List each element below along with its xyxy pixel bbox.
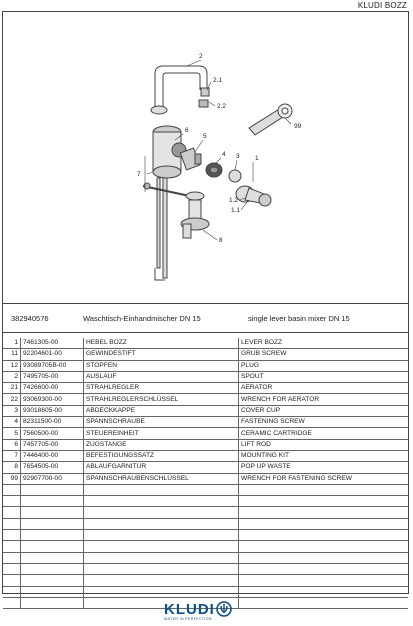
cell-art: 7654505-00	[21, 462, 84, 473]
article-info-row	[3, 303, 408, 333]
table-row	[3, 417, 408, 428]
cell-en: WRENCH FOR AERATOR	[239, 394, 409, 405]
cell-art: 7426600-00	[21, 383, 84, 394]
cell-en: LEVER BOZZ	[239, 338, 409, 349]
water-drop-logo-icon	[216, 601, 232, 617]
empty-cell	[84, 507, 239, 518]
cell-pos: 3	[3, 405, 21, 416]
empty-cell	[21, 563, 84, 574]
cell-art: 93018605-00	[21, 405, 84, 416]
callout-3: 3	[236, 153, 240, 160]
table-row	[3, 428, 408, 439]
cell-de: STEUEREINHEIT	[84, 428, 239, 439]
cell-en: GRUB SCREW	[239, 349, 409, 360]
empty-cell	[21, 597, 84, 608]
cell-de: ZUGSTANGE	[84, 439, 239, 450]
empty-cell	[84, 586, 239, 597]
empty-table-row	[3, 586, 408, 597]
lever-part	[236, 186, 271, 206]
empty-cell	[239, 530, 409, 541]
callout-5: 5	[203, 133, 207, 140]
empty-table-row	[3, 552, 408, 563]
empty-table-row	[3, 518, 408, 529]
cell-en: AERATOR	[239, 383, 409, 394]
cell-de: AUSLAUF	[84, 371, 239, 382]
empty-cell	[84, 563, 239, 574]
empty-cell	[239, 575, 409, 586]
cover-cup-part	[229, 170, 241, 182]
cell-pos: 22	[3, 394, 21, 405]
empty-cell	[3, 575, 21, 586]
cell-art: 92907700-00	[21, 473, 84, 484]
callout-1: 1	[255, 155, 259, 162]
table-row	[3, 349, 408, 360]
cell-pos: 6	[3, 439, 21, 450]
callout-1-1: 1.1	[231, 207, 241, 214]
cell-art: 7446400-00	[21, 450, 84, 461]
empty-cell	[21, 530, 84, 541]
cell-de: STRAHLREGLER	[84, 383, 239, 394]
callout-4: 4	[222, 151, 226, 158]
empty-cell	[239, 518, 409, 529]
table-row	[3, 450, 408, 461]
empty-cell	[21, 541, 84, 552]
cell-pos: 11	[3, 349, 21, 360]
cell-pos: 4	[3, 417, 21, 428]
cell-de: ABLAUFGARNITUR	[84, 462, 239, 473]
empty-cell	[84, 575, 239, 586]
callout-6: 6	[185, 127, 189, 134]
empty-cell	[239, 563, 409, 574]
empty-cell	[84, 552, 239, 563]
empty-cell	[3, 552, 21, 563]
cell-art: 92204601-00	[21, 349, 84, 360]
empty-cell	[21, 552, 84, 563]
cell-pos: 1	[3, 338, 21, 349]
spout-part	[151, 66, 209, 114]
cell-de: SPANNSCHRAUBENSCHLÜSSEL	[84, 473, 239, 484]
cell-en: LIFT ROD	[239, 439, 409, 450]
cell-art: 7457705-00	[21, 439, 84, 450]
empty-table-row	[3, 541, 408, 552]
empty-cell	[239, 496, 409, 507]
table-row	[3, 462, 408, 473]
empty-cell	[84, 484, 239, 495]
logo-tagline: WATER IN PERFECTION	[164, 617, 212, 621]
table-row	[3, 371, 408, 382]
cell-en: SPOUT	[239, 371, 409, 382]
cell-en: POP UP WASTE	[239, 462, 409, 473]
cell-en: FASTENING SCREW	[239, 417, 409, 428]
empty-cell	[21, 484, 84, 495]
article-name-de: Waschtisch-Einhandmischer DN 15	[83, 314, 201, 323]
callout-8: 8	[219, 237, 223, 244]
callout-2: 2	[199, 53, 203, 60]
cartridge-part	[180, 148, 201, 170]
empty-table-row	[3, 496, 408, 507]
empty-cell	[3, 507, 21, 518]
empty-cell	[3, 518, 21, 529]
parts-table	[3, 338, 408, 609]
table-row	[3, 439, 408, 450]
article-number: 382940576	[11, 314, 49, 323]
table-row	[3, 383, 408, 394]
cell-pos: 7	[3, 450, 21, 461]
page-title: KLUDI BOZZ	[357, 1, 407, 10]
cell-art: 93089705B-00	[21, 360, 84, 371]
cell-pos: 5	[3, 428, 21, 439]
table-row	[3, 338, 408, 349]
cell-art: 7495705-00	[21, 371, 84, 382]
empty-cell	[84, 518, 239, 529]
empty-cell	[3, 484, 21, 495]
empty-table-row	[3, 484, 408, 495]
empty-cell	[21, 496, 84, 507]
table-row	[3, 473, 408, 484]
cell-art: 82311500-00	[21, 417, 84, 428]
table-row	[3, 405, 408, 416]
empty-table-row	[3, 530, 408, 541]
empty-table-row	[3, 507, 408, 518]
empty-cell	[21, 507, 84, 518]
cell-pos: 8	[3, 462, 21, 473]
empty-cell	[239, 507, 409, 518]
logo-wordmark: KLUDI	[164, 601, 215, 618]
cell-de: ABDECKKAPPE	[84, 405, 239, 416]
cell-pos: 21	[3, 383, 21, 394]
empty-cell	[21, 518, 84, 529]
cell-pos: 12	[3, 360, 21, 371]
article-name-en: single lever basin mixer DN 15	[248, 314, 350, 323]
fastening-screw-part	[206, 163, 222, 177]
callout-1-2: 1.2	[229, 197, 239, 204]
table-row	[3, 394, 408, 405]
empty-cell	[239, 597, 409, 608]
table-row	[3, 360, 408, 371]
empty-cell	[84, 530, 239, 541]
empty-cell	[3, 530, 21, 541]
cell-de: HEBEL BOZZ	[84, 338, 239, 349]
cell-art: 7560500-00	[21, 428, 84, 439]
cell-en: COVER CUP	[239, 405, 409, 416]
empty-cell	[239, 552, 409, 563]
empty-cell	[84, 496, 239, 507]
wrench-part	[249, 104, 292, 135]
callout-2-2: 2.2	[217, 103, 227, 110]
cell-de: STRAHLREGLERSCHLÜSSEL	[84, 394, 239, 405]
empty-cell	[239, 541, 409, 552]
exploded-view-diagram	[3, 12, 408, 302]
empty-cell	[3, 541, 21, 552]
drawing-frame	[2, 11, 409, 594]
cell-de: STOPFEN	[84, 360, 239, 371]
empty-cell	[239, 586, 409, 597]
empty-cell	[3, 496, 21, 507]
cell-pos: 2	[3, 371, 21, 382]
empty-table-row	[3, 563, 408, 574]
cell-en: PLUG	[239, 360, 409, 371]
cell-art: 7461305-00	[21, 338, 84, 349]
cell-en: CERAMIC CARTRIDGE	[239, 428, 409, 439]
empty-cell	[239, 484, 409, 495]
empty-cell	[3, 563, 21, 574]
empty-cell	[21, 586, 84, 597]
cell-de: GEWINDESTIFT	[84, 349, 239, 360]
cell-en: WRENCH FOR FASTENING SCREW	[239, 473, 409, 484]
empty-cell	[21, 575, 84, 586]
empty-cell	[84, 541, 239, 552]
empty-table-row	[3, 575, 408, 586]
empty-cell	[3, 597, 21, 608]
cell-pos: 99	[3, 473, 21, 484]
cell-art: 93069300-00	[21, 394, 84, 405]
callout-7: 7	[137, 171, 141, 178]
kludi-logo	[164, 601, 254, 623]
cell-en: MOUNTING KIT	[239, 450, 409, 461]
cell-de: BEFESTIGUNGSSATZ	[84, 450, 239, 461]
empty-cell	[3, 586, 21, 597]
callout-2-1: 2.1	[213, 77, 223, 84]
callout-99: 99	[294, 123, 302, 130]
cell-de: SPANNSCHRAUBE	[84, 417, 239, 428]
